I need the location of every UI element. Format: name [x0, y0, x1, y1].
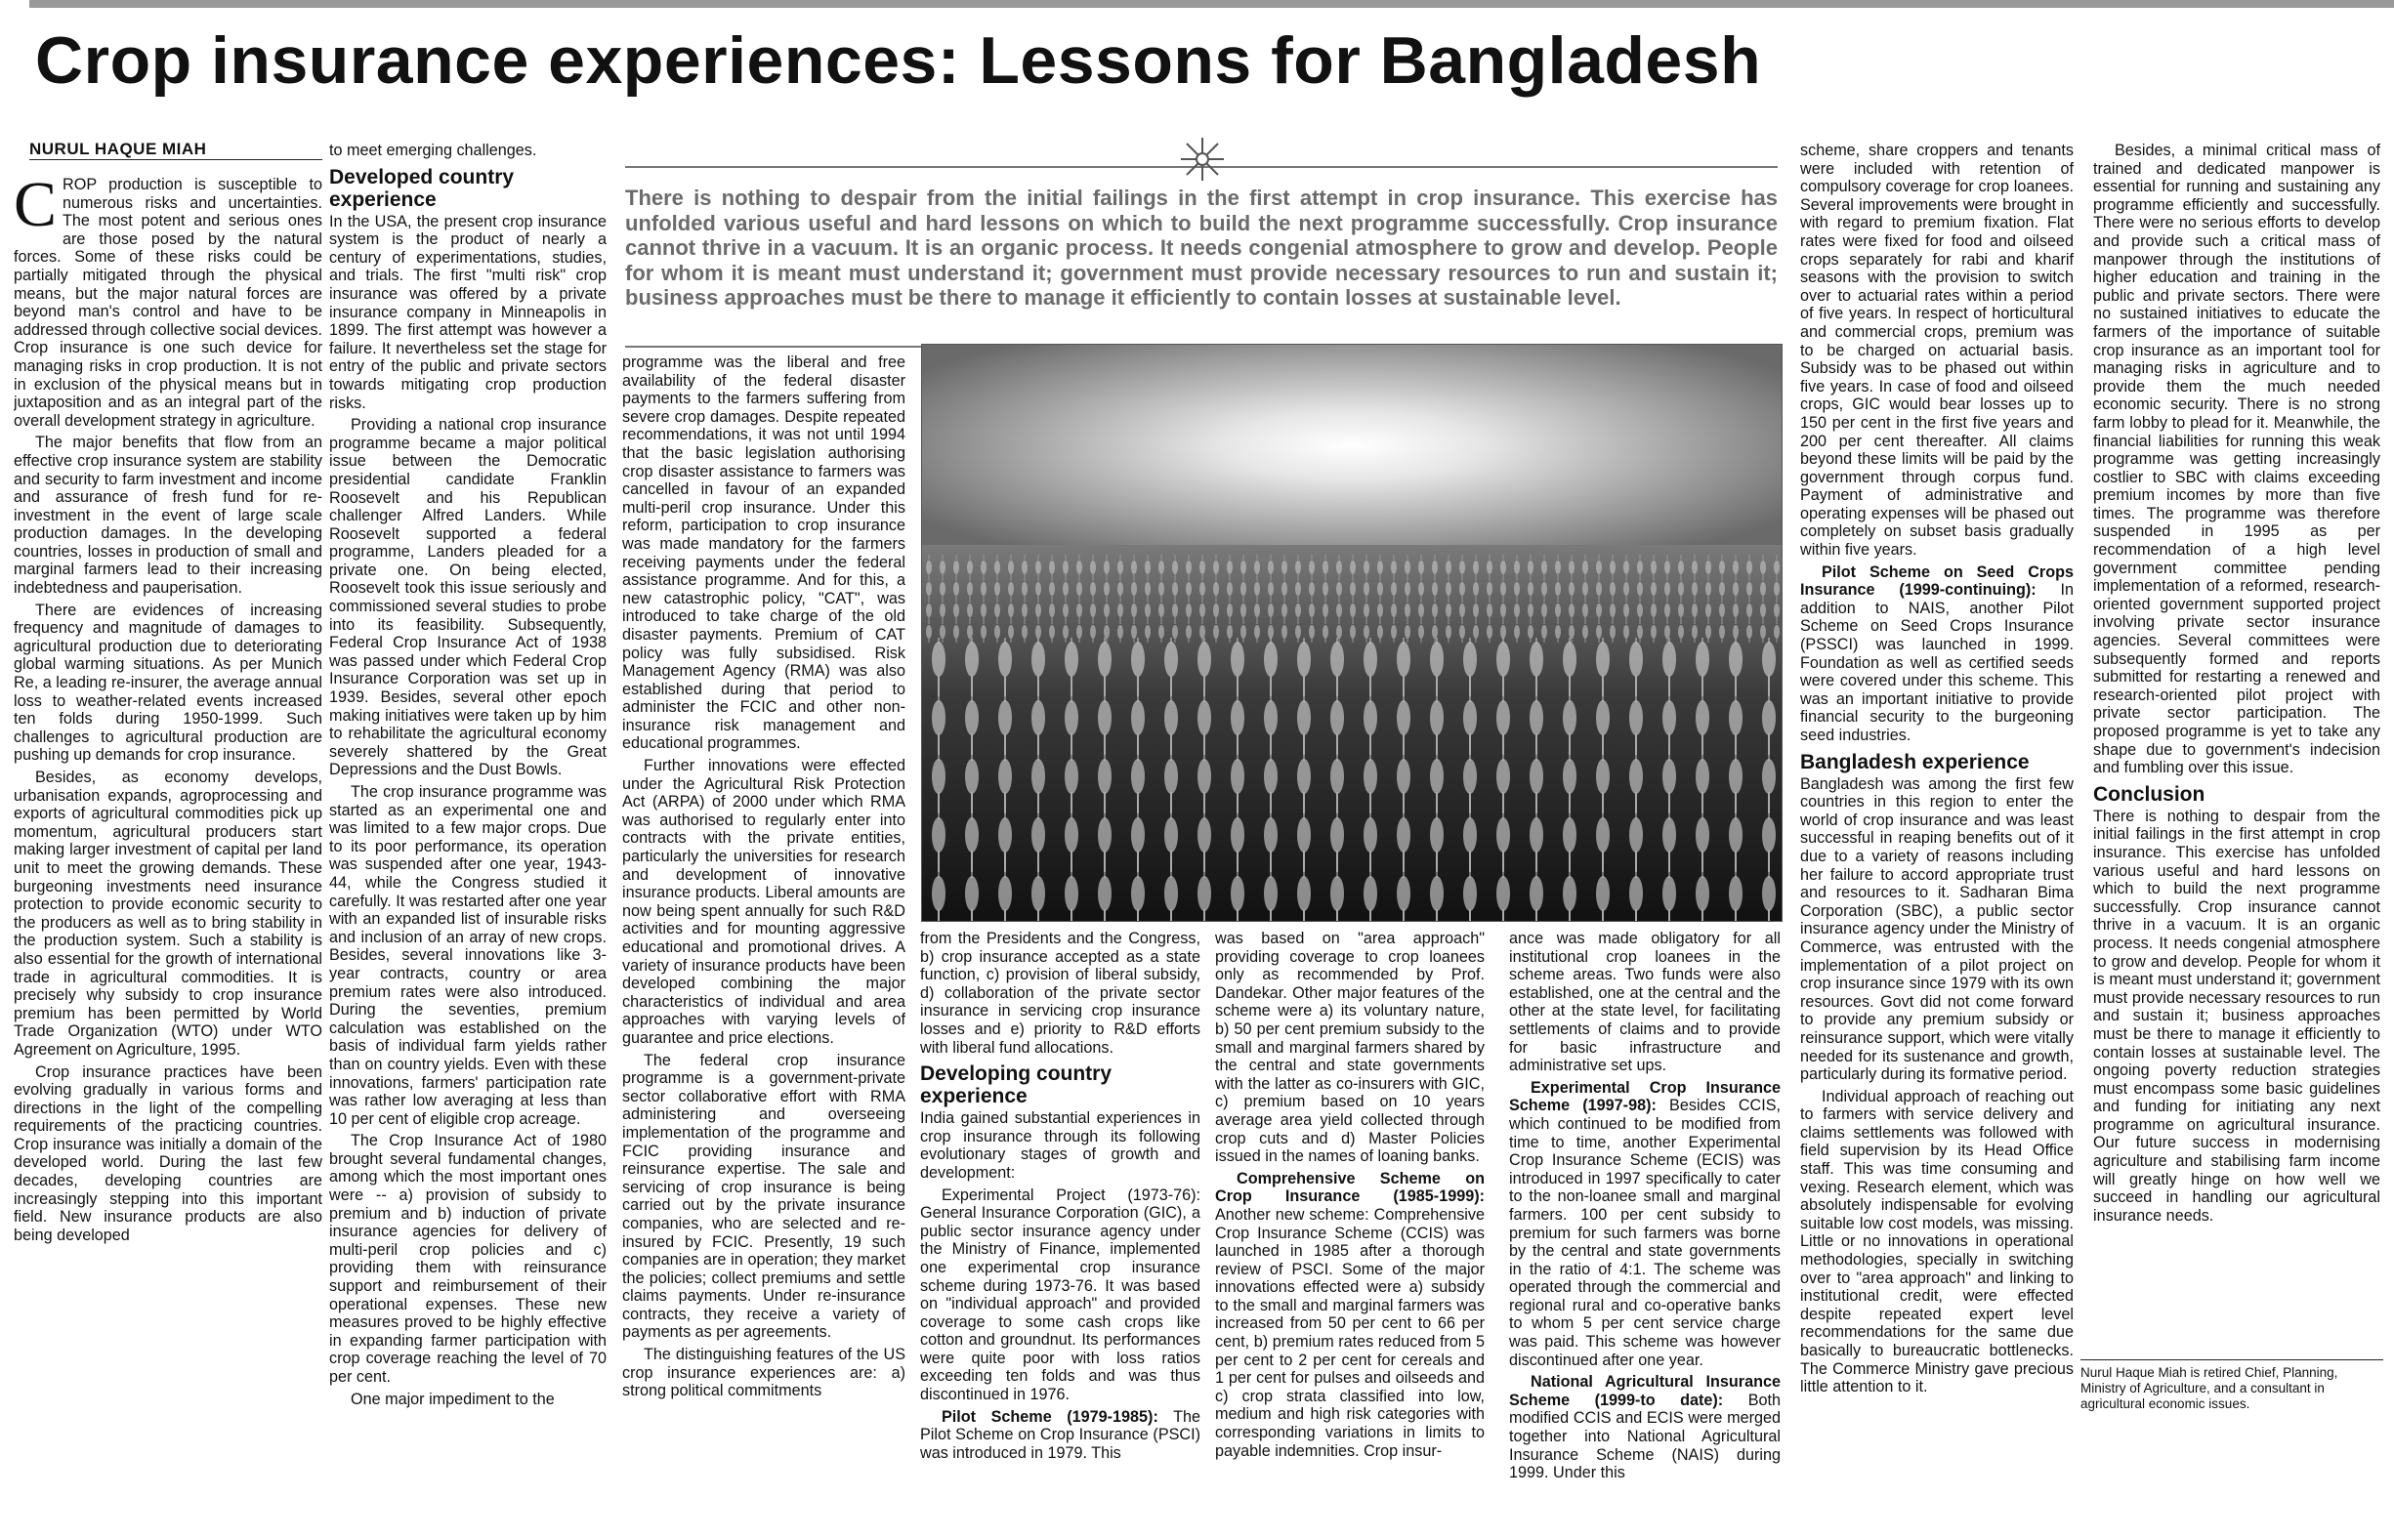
drop-cap: C — [14, 176, 58, 240]
paragraph: was based on "area approach" providing coverage to crop loanees only as recommended by Prof. Dandekar. Other major features of the scheme were a) its voluntary nature, b) 50 per cent premium subsidy to the small and marginal farmers shared by the central and state governments with the latter as co-insurers with GIC, c) premium based on 10 years average area yield collected through crop cuts and d) Master Policies issued in the names of loaning banks. — [1215, 930, 1485, 1166]
column-2 — [329, 142, 607, 1533]
subsection-title: National Agricultural Insurance Scheme (1999-to date): — [1509, 1373, 1781, 1409]
wheat-field-illustration — [922, 345, 1782, 921]
column-4 — [920, 930, 1200, 1533]
author-note: Nurul Haque Miah is retired Chief, Planning, Ministry of Agriculture, and a consultant in agricultural economic issues. — [2080, 1365, 2338, 1411]
paragraph: The Crop Insurance Act of 1980 brought several fundamental changes, among which the most important ones were -- a) provision of subsidy to premium and b) induction of private insurance agencies for delivery of multi-peril crop policies and c) providing them with reinsurance support and reimbursement of their operational expenses. These new measures proved to be highly effective in expanding farmer participation with crop coverage reaching the level of 70 per cent. — [329, 1132, 607, 1386]
paragraph: Experimental Crop Insurance Scheme (1997-98): Besides CCIS, which continued to be modified from time to time, another Experimental Crop Insurance Scheme (ECIS) was introduced in 1997 specifically to cater to the non-loanee small and marginal farmers. 100 per cent subsidy to premium for such farmers was borne by the central and state governments in the ratio of 4:1. The scheme was operated through the commercial and regional rural and co-operative banks to whom 5 per cent service charge was paid. This scheme was however discontinued after one year. — [1509, 1078, 1781, 1369]
paragraph: Bangladesh was among the first few countries in this region to enter the world of crop insurance and was least successful in reaping benefits out of it due to a variety of reasons including her failure to accord appropriate trust and resources to it. Sadharan Bima Corporation (SBC), a public sector insurance agency under the Ministry of Commerce, was entrusted with the implementation of a pilot project on crop insurance since 1979 with its own resources. Govt did not come forward to provide any premium subsidy or reinsurance support, which were vitally needed for its sustenance and growth, particularly during its formative period. — [1800, 774, 2074, 1084]
paragraph: scheme, share croppers and tenants were included with retention of compulsory coverage for crop loanees. Several improvements were brought in with regard to premium fixation. Flat rates were fixed for food and oilseed crops separately for rabi and kharif seasons with the provision to switch over to actuarial rates within a period of five years. In respect of horticultural and commercial crops, premium was to be charged on actuarial basis. Subsidy was to be phased out within five years. In case of food and oilseed crops, GIC would bear losses up to 150 per cent in the first five years and 200 per cent thereafter. All claims beyond these limits will be paid by the government through corpus fund. Payment of administrative and operating expenses will be phased out completely on subset basis gradually within five years. — [1800, 142, 2074, 560]
paragraph: Comprehensive Scheme on Crop Insurance (1985-1999): Another new scheme: Comprehensive Crop Insurance Scheme (CCIS) was launched in 1985 after a thorough review of PSCI. Some of the major innovations effected were a) subsidy to the small and marginal farmers was increased from 50 per cent to 66 per cent, b) premium rates reduced from 5 per cent to 2 per cent for cereals and 1 per cent for pulses and oilseeds and c) crop strata classified into low, medium and high risk categories with corresponding variations in limits to payable indemnities. Crop insur- — [1215, 1169, 1485, 1460]
paragraph: Individual approach of reaching out to farmers with service delivery and claims settlements was followed with field supervision by its Head Office staff. This was time consuming and vexing. Research element, which was absolutely indispensable for evolving suitable low cost models, was missing. Little or no innovations in operational methodologies, specially in switching over to "area approach" and linking to institutional credit, were effected despite repeated expert level recommendations for the same due basically to bureaucratic bottlenecks. The Commerce Ministry gave precious little attention to it. — [1800, 1087, 2074, 1396]
paragraph: Besides, as economy develops, urbanisation expands, agroprocessing and exports of agricultural commodities pick up momentum, agricultural producers start making larger investment of capital per land unit to meet the growing demands. These burgeoning investments need insurance protection to provide economic security to the producers as well as to bring stability in the production system. Such a stability is also essential for the growth of international trade in agricultural commodities. It is precisely why subsidy to crop insurance premium has been permitted by World Trade Organization (WTO) under WTO Agreement on Agriculture, 1995. — [14, 769, 322, 1059]
paragraph: to meet emerging challenges. — [329, 142, 537, 159]
section-heading: Developing country experience — [920, 1062, 1113, 1108]
paragraph: Experimental Project (1973-76): General Insurance Corporation (GIC), a public sector insurance agency under the Ministry of Finance, implemented one experimental crop insurance scheme during 1973-76. It was based on "individual approach" and provided coverage to some cash crops like cotton and groundnut. Its performances were quite poor with loss ratios exceeding ten folds and was thus discontinued in 1976. — [920, 1186, 1200, 1404]
author-note-divider — [2080, 1359, 2383, 1360]
paragraph: The federal crop insurance programme is a government-private sector collaborative effort with RMA administering and overseeing implementation of the programme and FCIC providing insurance and reinsurance expertise. The sale and servicing of crop insurance is being carried out by the private insurance companies, who are selected and re-insured by FCIC. Presently, 19 such companies are in operation; they market the policies; collect premiums and settle claims payments. Under re-insurance contracts, they receive a variety of payments as per agreements. — [622, 1051, 905, 1342]
paragraph: Further innovations were effected under the Agricultural Risk Protection Act (ARPA) of 2000 under which RMA was authorised to regularly enter into contracts with the private entities, particularly the universities for research and development of innovative insurance products. Liberal amounts are now being spent annually for such R&D activities and for mounting aggressive educational and promotional drives. A variety of insurance products have been developed combining the major characteristics of individual and area approaches with varying levels of guarantee and price elections. — [622, 757, 905, 1047]
paragraph: The crop insurance programme was started as an experimental one and was limited to a few major crops. Due to its poor performance, its operation was suspended after one year, 1943-44, while the Congress studied it carefully. It was restarted after one year with an expanded list of insurable risks and inclusion of an array of new crops. Besides, several innovations like 3-year contracts, country or area premium rates were also introduced. During the seventies, premium calculation was established on the basis of individual farm yields rather than on country yields. Even with these innovations, farmers' participation rate was rather low averaging at less than 10 per cent of eligible crop acreage. — [329, 783, 607, 1128]
paragraph: Besides, a minimal critical mass of trained and dedicated manpower is essential for running and sustaining any programme efficiently and successfully. There were no serious efforts to develop and provide such a critical mass of manpower through the institutions of higher education and training in the public and private sectors. There were no sustained initiatives to educate the farmers of the importance of suitable crop insurance as an important tool for managing risks in agriculture and to provide them the much needed economic security. There is no strong farm lobby to plead for it. Meanwhile, the financial liabilities for running this weak programme was getting increasingly costlier to SBC with claims exceeding premium incomes by more than five times. The programme was therefore suspended in 1995 as per recommendation of a high level government committee pending implementation of a reformed, research-oriented government supported project involving private sector insurance agencies. Several committees were subsequently formed and reports submitted for restarting a renewed and research-oriented pilot project with private sector participation. The proposed programme is yet to take any shape due to government's indecision and fumbling over this issue. — [2093, 142, 2380, 777]
paragraph: Pilot Scheme (1979-1985): The Pilot Scheme on Crop Insurance (PSCI) was introduced in 1979. This — [920, 1407, 1200, 1462]
paragraph: Pilot Scheme on Seed Crops Insurance (1999-continuing): In addition to NAIS, another Pilot Scheme on Seed Crops Insurance (PSSCI) was launched in 1999. Foundation as well as certified seeds were covered under this scheme. This was an important initiative to provide financial security to the burgeoning seed industries. — [1800, 562, 2074, 744]
paragraph: One major impediment to the — [351, 1390, 555, 1408]
paragraph: The major benefits that flow from an effective crop insurance system are stability and security to farm investment and income and assurance of fresh fund for re-investment in the event of large scale production damages. In the developing countries, losses in production of small and marginal farmers lead to their increasing indebtedness and pauperisation. — [14, 434, 322, 598]
paragraph: The distinguishing features of the US crop insurance experiences are: a) strong political commitments — [622, 1346, 905, 1400]
paragraph: Providing a national crop insurance programme became a major political issue between the Democratic presidential candidate Franklin Roosevelt and his Republican challenger Alfred Landers. While Roosevelt supported a federal programme, Landers pleaded for a private one. On being elected, Roosevelt took this issue seriously and commissioned several studies to probe into its feasibility. Subsequently, Federal Crop Insurance Act of 1938 was passed under which Federal Crop Insurance Corporation was set up in 1939. Besides, several other epoch making initiatives were taken up by him to rehabilitate the agricultural economy severely shattered by the Great Depressions and the Dust Bowls. — [329, 416, 607, 779]
subsection-title: Pilot Scheme on Seed Crops Insurance (1999-continuing): — [1800, 562, 2074, 600]
subsection-title: Pilot Scheme (1979-1985): — [942, 1407, 1158, 1426]
paragraph: India gained substantial experiences in crop insurance through its following evolutionary stages of growth and development: — [920, 1109, 1200, 1182]
paragraph: programme was the liberal and free availability of the federal disaster payments to the farmers suffering from severe crop damages. Despite repeated recommendations, it was not until 1994 that the basic legislation authorising crop disaster assistance to farmers was cancelled in favour of an expanded multi-peril crop insurance. Under this reform, participation to crop insurance was made mandatory for the farmers receiving payments under the federal assistance programme. And for this, a new catastrophic policy, "CAT", was introduced to take charge of the old disaster payments. Premium of CAT policy was fully subsidised. Risk Management Agency (RMA) was also established during that period to administer the FCIC and other non-insurance risk management and educational programmes. — [622, 354, 905, 753]
column-1 — [14, 176, 322, 1533]
section-heading: Bangladesh experience — [1800, 750, 2030, 773]
wheat-field-photo — [921, 344, 1783, 922]
column-8 — [2093, 142, 2380, 1353]
pull-quote: There is nothing to despair from the initial failings in the first attempt in crop insurance. This exercise has unfolded various useful and hard lessons on which to build the next programme successfully. Crop insurance cannot thrive in a vacuum. It is an organic process. It needs congenial atmosphere to grow and develop. People for whom it is meant must understand it; government must provide necessary resources to run and sustain it; business approaches must be there to manage it efficiently to contain losses at sustainable level. — [625, 186, 1778, 310]
paragraph: from the Presidents and the Congress, b) crop insurance accepted as a state function, c) provision of liberal subsidy, d) collaboration of the private sector insurance in servicing crop insurance losses and e) priority to R&D efforts with liberal fund allocations. — [920, 930, 1200, 1057]
paragraph: Crop insurance practices have been evolving gradually in various forms and directions in the light of the compelling requirements of the practicing countries. Crop insurance was initially a domain of the developed world. During the last few decades, developing countries are increasingly stepping into this important field. New insurance products are also being developed — [14, 1062, 322, 1244]
column-5 — [1215, 930, 1485, 1533]
paragraph: In the USA, the present crop insurance system is the product of nearly a century of experimentations, studies, and trials. The first "multi risk" crop insurance was offered by a private insurance company in Minneapolis in 1899. The first attempt was however a failure. It nevertheless set the stage for entry of the public and private sectors towards mitigating crop production risks. — [329, 212, 607, 412]
subsection-title: Experimental Crop Insurance Scheme (1997-98): — [1509, 1078, 1781, 1115]
byline-divider — [29, 159, 322, 160]
article-headline: Crop insurance experiences: Lessons for Bangladesh — [35, 23, 1762, 98]
paragraph: National Agricultural Insurance Scheme (1999-to date): Both modified CCIS and ECIS were merged together into National Agricultural Insurance Scheme (NAIS) during 1999. Under this — [1509, 1373, 1781, 1482]
paragraph: ance was made obligatory for all institutional crop loanees in the scheme areas. Two funds were also established, one at the central and the other at the state level, for facilitating settlements of claims and to provide for basic infrastructure and administrative set ups. — [1509, 930, 1781, 1075]
section-heading: Conclusion — [2093, 782, 2205, 806]
column-7 — [1800, 142, 2074, 1533]
star-burst-icon — [1181, 138, 1224, 181]
top-rule — [29, 0, 2394, 8]
paragraph: There is nothing to despair from the initial failings in the first attempt in crop insurance. This exercise has unfolded various useful and hard lessons on which to build the next programme successfully. Crop insurance cannot thrive in a vacuum. It is an organic process. It needs congenial atmosphere to grow and develop. People for whom it is meant must understand it; government must provide necessary resources to run and sustain it; business approaches must be there to manage it efficiently to contain losses at sustainable level. The ongoing poverty reduction strategies must encompass some basic guidelines and funding for initiating any next programme on agricultural insurance. Our future success in modernising agriculture and stabilising farm income will greatly hinge on how well we succeed in handling our agricultural insurance needs. — [2093, 807, 2380, 1225]
column-6 — [1509, 930, 1781, 1533]
author-byline: NURUL HAQUE MIAH — [29, 140, 207, 158]
paragraph: There are evidences of increasing frequency and magnitude of damages to agricultural production due to deteriorating global warming situations. As per Munich Re, a leading re-insurer, the average annual loss to weather-related events increased ten folds during 1950-1999. Such challenges to agricultural production are pushing up demands for crop insurance. — [14, 601, 322, 765]
column-3 — [622, 354, 905, 1533]
section-heading: Developed country experience — [329, 165, 515, 211]
intro-paragraph: CROP production is susceptible to numerous risks and uncertainties. The most potent and serious ones are those posed by the natural forces. Some of these risks could be partially mitigated through the physical means, but the major natural forces are beyond man's control and have to be addressed through collective social devices. Crop insurance is one such device for managing risks in crop production. It is not in exclusion of the physical means but in juxtaposition and as an integral part of the overall development strategy in agriculture. — [14, 176, 322, 430]
subsection-title: Comprehensive Scheme on Crop Insurance (1985-1999): — [1215, 1169, 1485, 1206]
